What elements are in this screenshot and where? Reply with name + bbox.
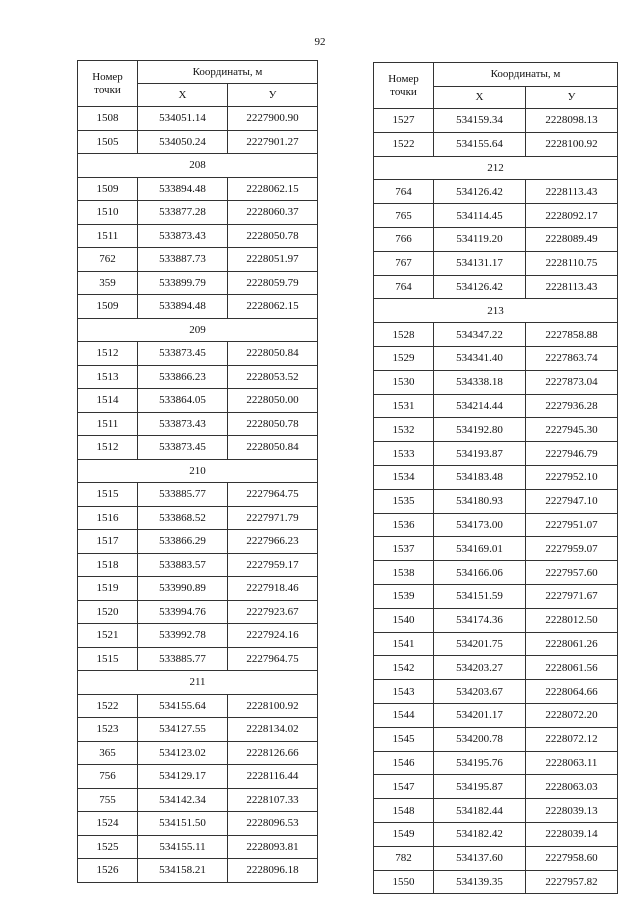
- y-coordinate-cell: 2227964.75: [228, 483, 318, 507]
- table-row: [374, 751, 618, 775]
- x-coordinate-cell: 534050.24: [138, 130, 228, 154]
- y-coordinate-cell: 2228107.33: [228, 788, 318, 812]
- table-row: [374, 703, 618, 727]
- y-coordinate-cell: 2228089.49: [526, 227, 618, 251]
- y-coordinate-cell: 2228126.66: [228, 741, 318, 765]
- table-row: [78, 177, 318, 201]
- table-row: [78, 835, 318, 859]
- point-number-cell: 359: [78, 271, 138, 295]
- point-number-cell: 1536: [374, 513, 434, 537]
- y-coordinate-cell: 2227946.79: [526, 442, 618, 466]
- x-coordinate-cell: 534139.35: [434, 870, 526, 894]
- point-number-cell: 1516: [78, 506, 138, 530]
- y-coordinate-cell: 2228072.12: [526, 727, 618, 751]
- table-row: [78, 201, 318, 225]
- table-row: [78, 483, 318, 507]
- x-coordinate-cell: 534200.78: [434, 727, 526, 751]
- point-number-cell: 1549: [374, 822, 434, 846]
- x-coordinate-cell: 534183.48: [434, 465, 526, 489]
- x-coordinate-cell: 534195.76: [434, 751, 526, 775]
- coordinates-table-right: [373, 62, 618, 894]
- x-coordinate-cell: 534201.75: [434, 632, 526, 656]
- y-coordinate-cell: 2227924.16: [228, 624, 318, 648]
- point-number-cell: 766: [374, 227, 434, 251]
- x-coordinate-cell: 534151.59: [434, 584, 526, 608]
- table-row: [374, 775, 618, 799]
- point-number-cell: 1522: [374, 132, 434, 156]
- table-row: [78, 812, 318, 836]
- point-number-cell: 767: [374, 251, 434, 275]
- table-row: [78, 506, 318, 530]
- x-coordinate-cell: 533885.77: [138, 647, 228, 671]
- y-coordinate-cell: 2228061.56: [526, 656, 618, 680]
- x-coordinate-cell: 534203.67: [434, 680, 526, 704]
- point-number-cell: 1528: [374, 323, 434, 347]
- group-header-row: [78, 671, 318, 695]
- y-coordinate-cell: 2228064.66: [526, 680, 618, 704]
- table-row: [374, 204, 618, 228]
- table-row: [374, 132, 618, 156]
- x-coordinate-cell: 534173.00: [434, 513, 526, 537]
- point-number-cell: 1538: [374, 561, 434, 585]
- y-coordinate-cell: 2228063.03: [526, 775, 618, 799]
- y-coordinate-cell: 2228051.97: [228, 248, 318, 272]
- point-number-cell: 1550: [374, 870, 434, 894]
- y-coordinate-cell: 2228050.84: [228, 436, 318, 460]
- y-coordinate-cell: 2227951.07: [526, 513, 618, 537]
- group-header-row: [374, 156, 618, 180]
- point-number-cell: 764: [374, 180, 434, 204]
- point-number-cell: 1519: [78, 577, 138, 601]
- table-row: [78, 788, 318, 812]
- y-coordinate-cell: 2227858.88: [526, 323, 618, 347]
- point-number-cell: 1525: [78, 835, 138, 859]
- x-coordinate-cell: 533990.89: [138, 577, 228, 601]
- y-coordinate-cell: 2227863.74: [526, 346, 618, 370]
- coordinates-header: Координаты, м: [138, 61, 318, 84]
- x-coordinate-cell: 534166.06: [434, 561, 526, 585]
- point-number-cell: 1522: [78, 694, 138, 718]
- point-number-cell: 762: [78, 248, 138, 272]
- table-row: [78, 271, 318, 295]
- table-row: [78, 577, 318, 601]
- table-row: [78, 624, 318, 648]
- x-coordinate-cell: 534195.87: [434, 775, 526, 799]
- point-number-cell: 782: [374, 846, 434, 870]
- point-number-cell: 764: [374, 275, 434, 299]
- point-number-header: Номер точки: [78, 61, 138, 107]
- point-number-cell: 1545: [374, 727, 434, 751]
- x-coordinate-cell: 534193.87: [434, 442, 526, 466]
- table-row: [78, 436, 318, 460]
- y-coordinate-cell: 2228039.13: [526, 799, 618, 823]
- y-coordinate-cell: 2228113.43: [526, 180, 618, 204]
- x-coordinate-cell: 534155.11: [138, 835, 228, 859]
- x-coordinate-cell: 534129.17: [138, 765, 228, 789]
- y-coordinate-cell: 2227958.60: [526, 846, 618, 870]
- table-row: [374, 799, 618, 823]
- x-coordinate-cell: 534142.34: [138, 788, 228, 812]
- x-coordinate-cell: 533868.52: [138, 506, 228, 530]
- table-row: [78, 553, 318, 577]
- table-row: [374, 561, 618, 585]
- point-number-cell: 756: [78, 765, 138, 789]
- table-row: [78, 600, 318, 624]
- y-coordinate-cell: 2228053.52: [228, 365, 318, 389]
- y-coordinate-cell: 2227873.04: [526, 370, 618, 394]
- x-coordinate-cell: 533899.79: [138, 271, 228, 295]
- table-row: [78, 342, 318, 366]
- table-row: [374, 584, 618, 608]
- group-header-row: [374, 299, 618, 323]
- y-coordinate-cell: 2228072.20: [526, 703, 618, 727]
- point-number-cell: 1527: [374, 109, 434, 133]
- x-coordinate-cell: 534119.20: [434, 227, 526, 251]
- x-coordinate-cell: 533873.45: [138, 436, 228, 460]
- point-number-cell: 1526: [78, 859, 138, 883]
- y-coordinate-cell: 2228062.15: [228, 177, 318, 201]
- point-number-cell: 1530: [374, 370, 434, 394]
- x-coordinate-cell: 534126.42: [434, 275, 526, 299]
- y-coordinate-cell: 2227959.17: [228, 553, 318, 577]
- point-number-header: Номер точки: [374, 63, 434, 109]
- table-row: [374, 870, 618, 894]
- y-coordinate-cell: 2227957.82: [526, 870, 618, 894]
- table-row: [374, 180, 618, 204]
- x-coordinate-cell: 534182.44: [434, 799, 526, 823]
- table-row: [78, 130, 318, 154]
- table-row: [78, 248, 318, 272]
- y-coordinate-cell: 2228050.84: [228, 342, 318, 366]
- table-row: [78, 365, 318, 389]
- x-coordinate-cell: 534155.64: [434, 132, 526, 156]
- x-coordinate-cell: 534169.01: [434, 537, 526, 561]
- y-coordinate-cell: 2227959.07: [526, 537, 618, 561]
- y-coordinate-cell: 2227947.10: [526, 489, 618, 513]
- x-header: Х: [434, 87, 526, 109]
- x-coordinate-cell: 534174.36: [434, 608, 526, 632]
- point-number-cell: 1540: [374, 608, 434, 632]
- y-coordinate-cell: 2228012.50: [526, 608, 618, 632]
- table-row: [78, 741, 318, 765]
- x-coordinate-cell: 534127.55: [138, 718, 228, 742]
- point-number-cell: 1512: [78, 436, 138, 460]
- x-coordinate-cell: 534214.44: [434, 394, 526, 418]
- group-label: 212: [374, 156, 618, 180]
- table-row: [374, 227, 618, 251]
- point-number-cell: 1537: [374, 537, 434, 561]
- y-coordinate-cell: 2228050.78: [228, 412, 318, 436]
- coordinates-header: Координаты, м: [434, 63, 618, 87]
- point-number-cell: 1543: [374, 680, 434, 704]
- group-label: 209: [78, 318, 318, 342]
- y-coordinate-cell: 2227923.67: [228, 600, 318, 624]
- table-row: [374, 846, 618, 870]
- point-number-cell: 1513: [78, 365, 138, 389]
- table-row: [78, 389, 318, 413]
- point-number-cell: 1511: [78, 412, 138, 436]
- table-row: [78, 412, 318, 436]
- y-coordinate-cell: 2227900.90: [228, 107, 318, 131]
- table-row: [78, 224, 318, 248]
- x-coordinate-cell: 534151.50: [138, 812, 228, 836]
- table-row: [78, 718, 318, 742]
- y-coordinate-cell: 2228050.78: [228, 224, 318, 248]
- x-coordinate-cell: 533883.57: [138, 553, 228, 577]
- point-number-cell: 1514: [78, 389, 138, 413]
- table-row: [374, 346, 618, 370]
- x-coordinate-cell: 534203.27: [434, 656, 526, 680]
- y-coordinate-cell: 2228039.14: [526, 822, 618, 846]
- group-header-row: [78, 318, 318, 342]
- table-row: [374, 251, 618, 275]
- y-coordinate-cell: 2228100.92: [526, 132, 618, 156]
- point-number-cell: 1547: [374, 775, 434, 799]
- table-row: [374, 608, 618, 632]
- y-coordinate-cell: 2228134.02: [228, 718, 318, 742]
- table-row: [374, 418, 618, 442]
- x-coordinate-cell: 533873.43: [138, 224, 228, 248]
- y-coordinate-cell: 2228110.75: [526, 251, 618, 275]
- x-coordinate-cell: 534137.60: [434, 846, 526, 870]
- point-number-cell: 1508: [78, 107, 138, 131]
- y-header: У: [228, 84, 318, 107]
- table-row: [374, 656, 618, 680]
- table-row: [374, 370, 618, 394]
- point-number-cell: 1542: [374, 656, 434, 680]
- y-coordinate-cell: 2228092.17: [526, 204, 618, 228]
- table-row: [78, 694, 318, 718]
- x-coordinate-cell: 533877.28: [138, 201, 228, 225]
- point-number-cell: 1520: [78, 600, 138, 624]
- y-coordinate-cell: 2227966.23: [228, 530, 318, 554]
- point-number-cell: 1521: [78, 624, 138, 648]
- point-number-cell: 1511: [78, 224, 138, 248]
- y-coordinate-cell: 2227945.30: [526, 418, 618, 442]
- table-row: [374, 632, 618, 656]
- point-number-cell: 1523: [78, 718, 138, 742]
- point-number-cell: 765: [374, 204, 434, 228]
- y-coordinate-cell: 2227971.79: [228, 506, 318, 530]
- x-coordinate-cell: 533894.48: [138, 295, 228, 319]
- table-row: [78, 107, 318, 131]
- point-number-cell: 1548: [374, 799, 434, 823]
- point-number-cell: 1517: [78, 530, 138, 554]
- group-header-row: [78, 459, 318, 483]
- point-number-cell: 1535: [374, 489, 434, 513]
- y-coordinate-cell: 2228060.37: [228, 201, 318, 225]
- x-coordinate-cell: 534182.42: [434, 822, 526, 846]
- y-coordinate-cell: 2228050.00: [228, 389, 318, 413]
- point-number-cell: 1534: [374, 465, 434, 489]
- point-number-cell: 1510: [78, 201, 138, 225]
- y-coordinate-cell: 2228100.92: [228, 694, 318, 718]
- point-number-cell: 1515: [78, 647, 138, 671]
- group-label: 210: [78, 459, 318, 483]
- point-number-cell: 1515: [78, 483, 138, 507]
- table-row: [374, 537, 618, 561]
- x-coordinate-cell: 533994.76: [138, 600, 228, 624]
- point-number-cell: 1512: [78, 342, 138, 366]
- y-header: У: [526, 87, 618, 109]
- point-number-cell: 1544: [374, 703, 434, 727]
- x-coordinate-cell: 534159.34: [434, 109, 526, 133]
- y-coordinate-cell: 2227971.67: [526, 584, 618, 608]
- point-number-cell: 1509: [78, 295, 138, 319]
- point-number-cell: 1509: [78, 177, 138, 201]
- x-coordinate-cell: 534338.18: [434, 370, 526, 394]
- group-label: 211: [78, 671, 318, 695]
- x-coordinate-cell: 533992.78: [138, 624, 228, 648]
- y-coordinate-cell: 2228096.18: [228, 859, 318, 883]
- y-coordinate-cell: 2228062.15: [228, 295, 318, 319]
- x-coordinate-cell: 533873.43: [138, 412, 228, 436]
- table-row: [374, 323, 618, 347]
- y-coordinate-cell: 2227936.28: [526, 394, 618, 418]
- table-row: [78, 530, 318, 554]
- y-coordinate-cell: 2228063.11: [526, 751, 618, 775]
- table-row: [374, 489, 618, 513]
- x-coordinate-cell: 534051.14: [138, 107, 228, 131]
- x-coordinate-cell: 533864.05: [138, 389, 228, 413]
- x-coordinate-cell: 534155.64: [138, 694, 228, 718]
- x-coordinate-cell: 533887.73: [138, 248, 228, 272]
- table-row: [374, 442, 618, 466]
- point-number-cell: 1505: [78, 130, 138, 154]
- x-coordinate-cell: 534180.93: [434, 489, 526, 513]
- table-row: [374, 394, 618, 418]
- group-label: 213: [374, 299, 618, 323]
- y-coordinate-cell: 2227957.60: [526, 561, 618, 585]
- x-coordinate-cell: 533866.23: [138, 365, 228, 389]
- y-coordinate-cell: 2228093.81: [228, 835, 318, 859]
- point-number-cell: 1533: [374, 442, 434, 466]
- x-coordinate-cell: 534192.80: [434, 418, 526, 442]
- coordinates-table-left: [77, 60, 318, 883]
- group-header-row: [78, 154, 318, 178]
- x-coordinate-cell: 534158.21: [138, 859, 228, 883]
- y-coordinate-cell: 2228061.26: [526, 632, 618, 656]
- table-row: [78, 765, 318, 789]
- table-row: [78, 859, 318, 883]
- page-number: 92: [314, 36, 326, 48]
- table-row: [374, 465, 618, 489]
- x-coordinate-cell: 534201.17: [434, 703, 526, 727]
- x-coordinate-cell: 534341.40: [434, 346, 526, 370]
- x-coordinate-cell: 533866.29: [138, 530, 228, 554]
- y-coordinate-cell: 2228096.53: [228, 812, 318, 836]
- y-coordinate-cell: 2228059.79: [228, 271, 318, 295]
- point-number-cell: 1531: [374, 394, 434, 418]
- x-coordinate-cell: 534131.17: [434, 251, 526, 275]
- point-number-cell: 1529: [374, 346, 434, 370]
- table-row: [374, 727, 618, 751]
- y-coordinate-cell: 2227901.27: [228, 130, 318, 154]
- y-coordinate-cell: 2228116.44: [228, 765, 318, 789]
- table-row: [374, 513, 618, 537]
- table-row: [374, 109, 618, 133]
- x-coordinate-cell: 533873.45: [138, 342, 228, 366]
- y-coordinate-cell: 2227918.46: [228, 577, 318, 601]
- point-number-cell: 365: [78, 741, 138, 765]
- y-coordinate-cell: 2228098.13: [526, 109, 618, 133]
- y-coordinate-cell: 2227964.75: [228, 647, 318, 671]
- point-number-cell: 1541: [374, 632, 434, 656]
- point-number-cell: 1539: [374, 584, 434, 608]
- table-row: [374, 822, 618, 846]
- x-coordinate-cell: 533894.48: [138, 177, 228, 201]
- table-row: [374, 680, 618, 704]
- x-coordinate-cell: 533885.77: [138, 483, 228, 507]
- point-number-cell: 1518: [78, 553, 138, 577]
- table-row: [374, 275, 618, 299]
- point-number-cell: 755: [78, 788, 138, 812]
- x-coordinate-cell: 534126.42: [434, 180, 526, 204]
- x-coordinate-cell: 534123.02: [138, 741, 228, 765]
- x-coordinate-cell: 534114.45: [434, 204, 526, 228]
- x-coordinate-cell: 534347.22: [434, 323, 526, 347]
- point-number-cell: 1546: [374, 751, 434, 775]
- x-header: Х: [138, 84, 228, 107]
- table-row: [78, 295, 318, 319]
- group-label: 208: [78, 154, 318, 178]
- point-number-cell: 1524: [78, 812, 138, 836]
- table-row: [78, 647, 318, 671]
- y-coordinate-cell: 2227952.10: [526, 465, 618, 489]
- point-number-cell: 1532: [374, 418, 434, 442]
- y-coordinate-cell: 2228113.43: [526, 275, 618, 299]
